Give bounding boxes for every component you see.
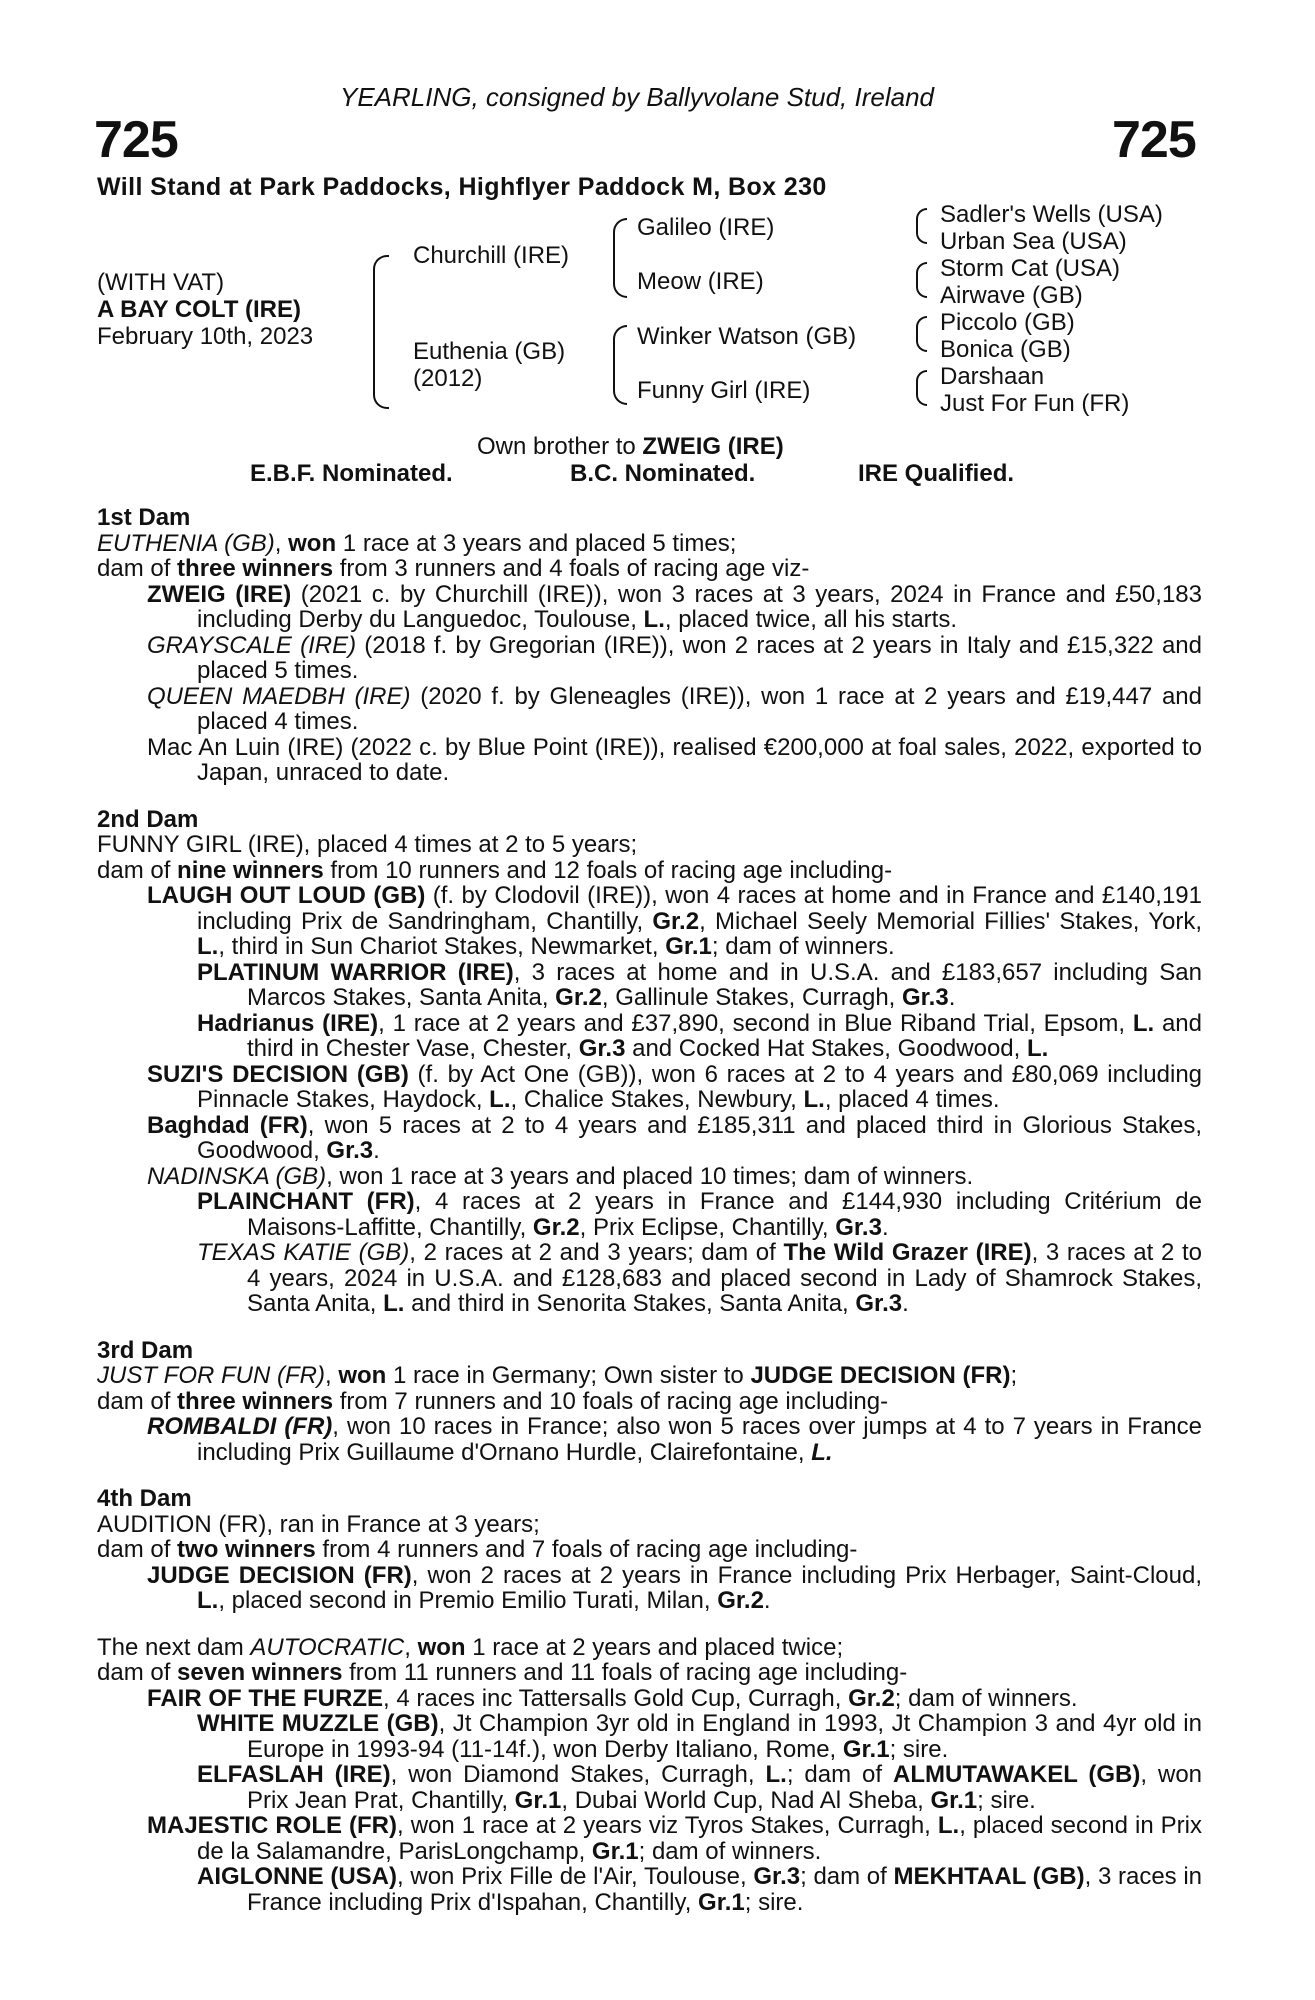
produce-majestic-role: MAJESTIC ROLE (FR), won 1 race at 2 years viz Tyros Stakes, Curragh, L., placed second in Prix de la Salamandre, ParisLongchamp, Gr.1; dam of winners. xyxy=(147,1812,1203,1865)
next-dam-produce-line: dam of seven winners from 11 runners and 11 foals of racing age including- xyxy=(97,1659,908,1686)
sire-sire-dam: Urban Sea (USA) xyxy=(940,228,1127,255)
own-brother-name: ZWEIG (IRE) xyxy=(642,433,784,460)
foaling-date: February 10th, 2023 xyxy=(97,323,314,350)
page-subtitle: YEARLING, consigned by Ballyvolane Stud, Ireland xyxy=(340,82,935,112)
produce-zweig: ZWEIG (IRE) (2021 c. by Churchill (IRE)), won 3 races at 3 years, 2024 in France and £50,183 including Derby du Languedoc, Toulouse, L., placed twice, all his starts. xyxy=(147,580,1202,633)
produce-nadinska: NADINSKA (GB), won 1 race at 3 years and placed 10 times; dam of winners. xyxy=(147,1162,974,1190)
produce-grayscale: GRAYSCALE (IRE) (2018 f. by Gregorian (IRE)), won 2 races at 2 years in Italy and £15,322 and placed 5 times. xyxy=(147,631,1202,684)
bracket-sd xyxy=(916,262,927,298)
fourth-dam-line: AUDITION (FR), ran in France at 3 years; xyxy=(97,1510,540,1538)
produce-baghdad: Baghdad (FR), won 5 races at 2 to 4 years and £185,311 and placed third in Glorious Stakes, Goodwood, Gr.3. xyxy=(147,1111,1203,1164)
lot-number-right: 725 xyxy=(1112,111,1196,169)
produce-hadrianus: Hadrianus (IRE), 1 race at 2 years and £37,890, second in Blue Riband Trial, Epsom, L. and third in Chester Vase, Chester, Gr.3 and Cocked Hat Stakes, Goodwood, L. xyxy=(197,1009,1202,1062)
produce-suzis-decision: SUZI'S DECISION (GB) (f. by Act One (GB)), won 6 races at 2 to 4 years and £80,069 including Pinnacle Stakes, Haydock, L., Chalice Stakes, Newbury, L., placed 4 times. xyxy=(147,1060,1203,1113)
ebf-nominated: E.B.F. Nominated. xyxy=(250,460,453,487)
produce-rombaldi: ROMBALDI (FR), won 10 races in France; also won 5 races over jumps at 4 to 7 years in France including Prix Guillaume d'Ornano Hurdle, Clairefontaine, L. xyxy=(147,1413,1202,1466)
produce-queen-maedbh: QUEEN MAEDBH (IRE) (2020 f. by Gleneagles (IRE)), won 1 race at 2 years and £19,447 and placed 4 times. xyxy=(147,682,1202,735)
produce-laugh-out-loud: LAUGH OUT LOUD (GB) (f. by Clodovil (IRE)), won 4 races at home and in France and £140,191 including Prix de Sandringham, Chantilly, Gr.2, Michael Seely Memorial Fillies' Stakes, York, L., third in Sun Chariot Stakes, Newmarket, Gr.1; dam of winners. xyxy=(147,882,1203,960)
sire-sire-sire: Sadler's Wells (USA) xyxy=(940,201,1163,228)
dam-dam-sire: Darshaan xyxy=(940,363,1045,390)
bracket-main xyxy=(373,255,389,409)
third-dam-heading: 3rd Dam xyxy=(97,1336,194,1364)
produce-fair-of-the-furze: FAIR OF THE FURZE, 4 races inc Tattersalls Gold Cup, Curragh, Gr.2; dam of winners. xyxy=(147,1684,1078,1712)
second-dam-heading: 2nd Dam xyxy=(97,805,199,833)
own-brother-prefix: Own brother to xyxy=(477,433,643,460)
produce-mac-an-luin: Mac An Luin (IRE) (2022 c. by Blue Point (IRE)), realised €200,000 at foal sales, 2022, exported to Japan, unraced to date. xyxy=(147,733,1202,786)
first-dam-line: EUTHENIA (GB), won 1 race at 3 years and placed 5 times; xyxy=(97,529,737,557)
vat-label: (WITH VAT) xyxy=(97,269,225,296)
sire: Churchill (IRE) xyxy=(413,242,570,269)
dam: Euthenia (GB) xyxy=(413,338,566,365)
dam-sire-sire: Piccolo (GB) xyxy=(940,309,1075,336)
second-dam-produce-line: dam of nine winners from 10 runners and 12 foals of racing age including- xyxy=(97,856,893,884)
sire-dam-sire: Storm Cat (USA) xyxy=(940,255,1121,282)
bracket-dam xyxy=(613,325,627,405)
dam-dam-dam: Just For Fun (FR) xyxy=(940,390,1130,417)
first-dam-heading: 1st Dam xyxy=(97,504,191,531)
dam-sire-dam: Bonica (GB) xyxy=(940,336,1071,363)
stand-location: Will Stand at Park Paddocks, Highflyer Paddock M, Box 230 xyxy=(97,173,827,201)
bracket-ss xyxy=(916,208,927,244)
first-dam-produce-line: dam of three winners from 3 runners and 4 foals of racing age viz- xyxy=(97,555,810,582)
lot-number-left: 725 xyxy=(94,111,178,169)
ire-qualified: IRE Qualified. xyxy=(858,460,1015,487)
lot-name: A BAY COLT (IRE) xyxy=(97,296,302,323)
sire-dam: Meow (IRE) xyxy=(637,268,764,295)
catalogue-text xyxy=(97,505,1202,1915)
produce-aiglonne: AIGLONNE (USA), won Prix Fille de l'Air, Toulouse, Gr.3; dam of MEKHTAAL (GB), 3 races in France including Prix d'Ispahan, Chantilly, Gr.1; sire. xyxy=(197,1863,1203,1916)
produce-white-muzzle: WHITE MUZZLE (GB), Jt Champion 3yr old in England in 1993, Jt Champion 3 and 4yr old in Europe in 1993-94 (11-14f.), won Derby Italiano, Rome, Gr.1; sire. xyxy=(197,1710,1202,1763)
produce-texas-katie: TEXAS KATIE (GB), 2 races at 2 and 3 years; dam of The Wild Grazer (IRE), 3 races at 2 to 4 years, 2024 in U.S.A. and £128,683 and placed second in Lady of Shamrock Stakes, Santa Anita, L. and third in Senorita Stakes, Santa Anita, Gr.3. xyxy=(197,1239,1202,1317)
own-brother-line xyxy=(477,433,784,461)
dam-year: (2012) xyxy=(413,365,483,392)
produce-elfaslah: ELFASLAH (IRE), won Diamond Stakes, Curragh, L.; dam of ALMUTAWAKEL (GB), won Prix Jean Prat, Chantilly, Gr.1, Dubai World Cup, Nad Al Sheba, Gr.1; sire. xyxy=(197,1761,1203,1814)
dam-sire: Winker Watson (GB) xyxy=(637,323,857,350)
fourth-dam-heading: 4th Dam xyxy=(97,1485,192,1512)
sire-dam-dam: Airwave (GB) xyxy=(940,282,1083,309)
fourth-dam-produce-line: dam of two winners from 4 runners and 7 foals of racing age including- xyxy=(97,1536,858,1563)
sire-sire: Galileo (IRE) xyxy=(637,214,775,241)
produce-platinum-warrior: PLATINUM WARRIOR (IRE), 3 races at home and in U.S.A. and £183,657 including San Marcos Stakes, Santa Anita, Gr.2, Gallinule Stakes, Curragh, Gr.3. xyxy=(197,958,1202,1011)
bracket-sire xyxy=(613,218,627,298)
next-dam-line: The next dam AUTOCRATIC, won 1 race at 2 years and placed twice; xyxy=(97,1633,844,1661)
dam-dam: Funny Girl (IRE) xyxy=(637,377,811,404)
third-dam-line: JUST FOR FUN (FR), won 1 race in Germany; Own sister to JUDGE DECISION (FR); xyxy=(97,1362,1018,1389)
third-dam-produce-line: dam of three winners from 7 runners and 10 foals of racing age including- xyxy=(97,1387,889,1415)
bracket-ds xyxy=(916,316,927,352)
produce-judge-decision: JUDGE DECISION (FR), won 2 races at 2 years in France including Prix Herbager, Saint-Cloud, L., placed second in Premio Emilio Turati, Milan, Gr.2. xyxy=(147,1561,1203,1614)
second-dam-line: FUNNY GIRL (IRE), placed 4 times at 2 to 5 years; xyxy=(97,831,638,858)
bracket-dd xyxy=(916,370,927,406)
produce-plainchant: PLAINCHANT (FR), 4 races at 2 years in France and £144,930 including Critérium de Maisons-Laffitte, Chantilly, Gr.2, Prix Eclipse, Chantilly, Gr.3. xyxy=(197,1188,1202,1241)
bc-nominated: B.C. Nominated. xyxy=(570,460,756,487)
